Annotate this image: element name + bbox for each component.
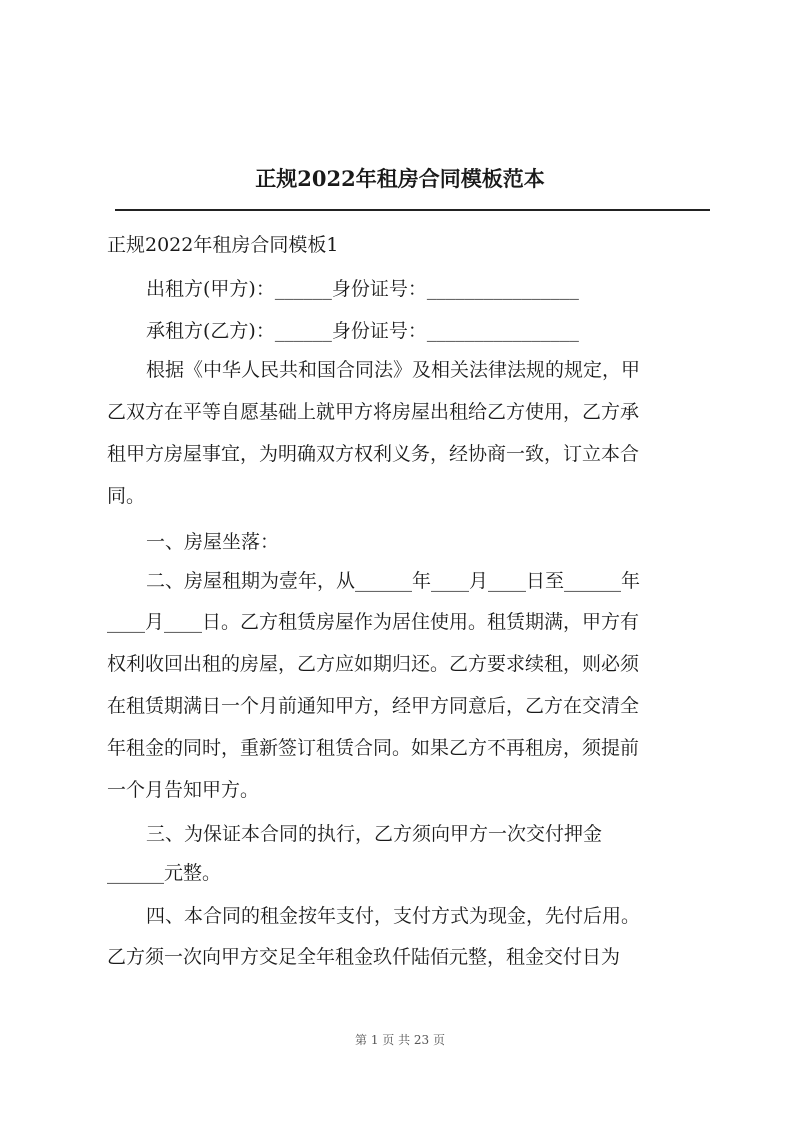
paragraph-line: 在租赁期满日一个月前通知甲方，经甲方同意后，乙方在交清全 (107, 695, 640, 717)
clause-3-line: 三、为保证本合同的执行，乙方须向甲方一次交付押金 (146, 823, 603, 845)
paragraph-line: 一个月告知甲方。 (107, 779, 260, 801)
paragraph-line: 乙方须一次向甲方交足全年租金玖仟陆佰元整，租金交付日为 (107, 946, 621, 968)
paragraph-line: ______元整。 (107, 862, 222, 884)
document-title: 正规2022年租房合同模板范本 (255, 166, 545, 191)
page-number-footer: 第 1 页 共 23 页 (355, 1033, 445, 1047)
landlord-line: 出租方(甲方)：______身份证号：________________ (146, 278, 579, 300)
paragraph-line: 租甲方房屋事宜，为明确双方权利义务，经协商一致，订立本合 (107, 443, 640, 465)
tenant-line: 承租方(乙方)：______身份证号：________________ (146, 320, 579, 342)
paragraph-line: 同。 (107, 485, 146, 507)
paragraph-line: 年租金的同时，重新签订租赁合同。如果乙方不再租房，须提前 (107, 737, 640, 759)
clause-2-line: 二、房屋租期为壹年，从______年____月____日至______年 (146, 570, 641, 592)
section-heading: 正规2022年租房合同模板1 (107, 234, 339, 256)
title-divider (115, 209, 710, 211)
paragraph-line: 乙双方在平等自愿基础上就甲方将房屋出租给乙方使用，乙方承 (107, 401, 640, 423)
paragraph-line: 权利收回出租的房屋，乙方应如期归还。乙方要求续租，则必须 (107, 653, 640, 675)
paragraph-line: ____月____日。乙方租赁房屋作为居住使用。租赁期满，甲方有 (107, 611, 640, 633)
paragraph-line: 根据《中华人民共和国合同法》及相关法律法规的规定，甲 (146, 359, 641, 381)
clause-4-line: 四、本合同的租金按年支付，支付方式为现金，先付后用。 (146, 905, 641, 927)
clause-1-line: 一、房屋坐落： (146, 531, 280, 553)
